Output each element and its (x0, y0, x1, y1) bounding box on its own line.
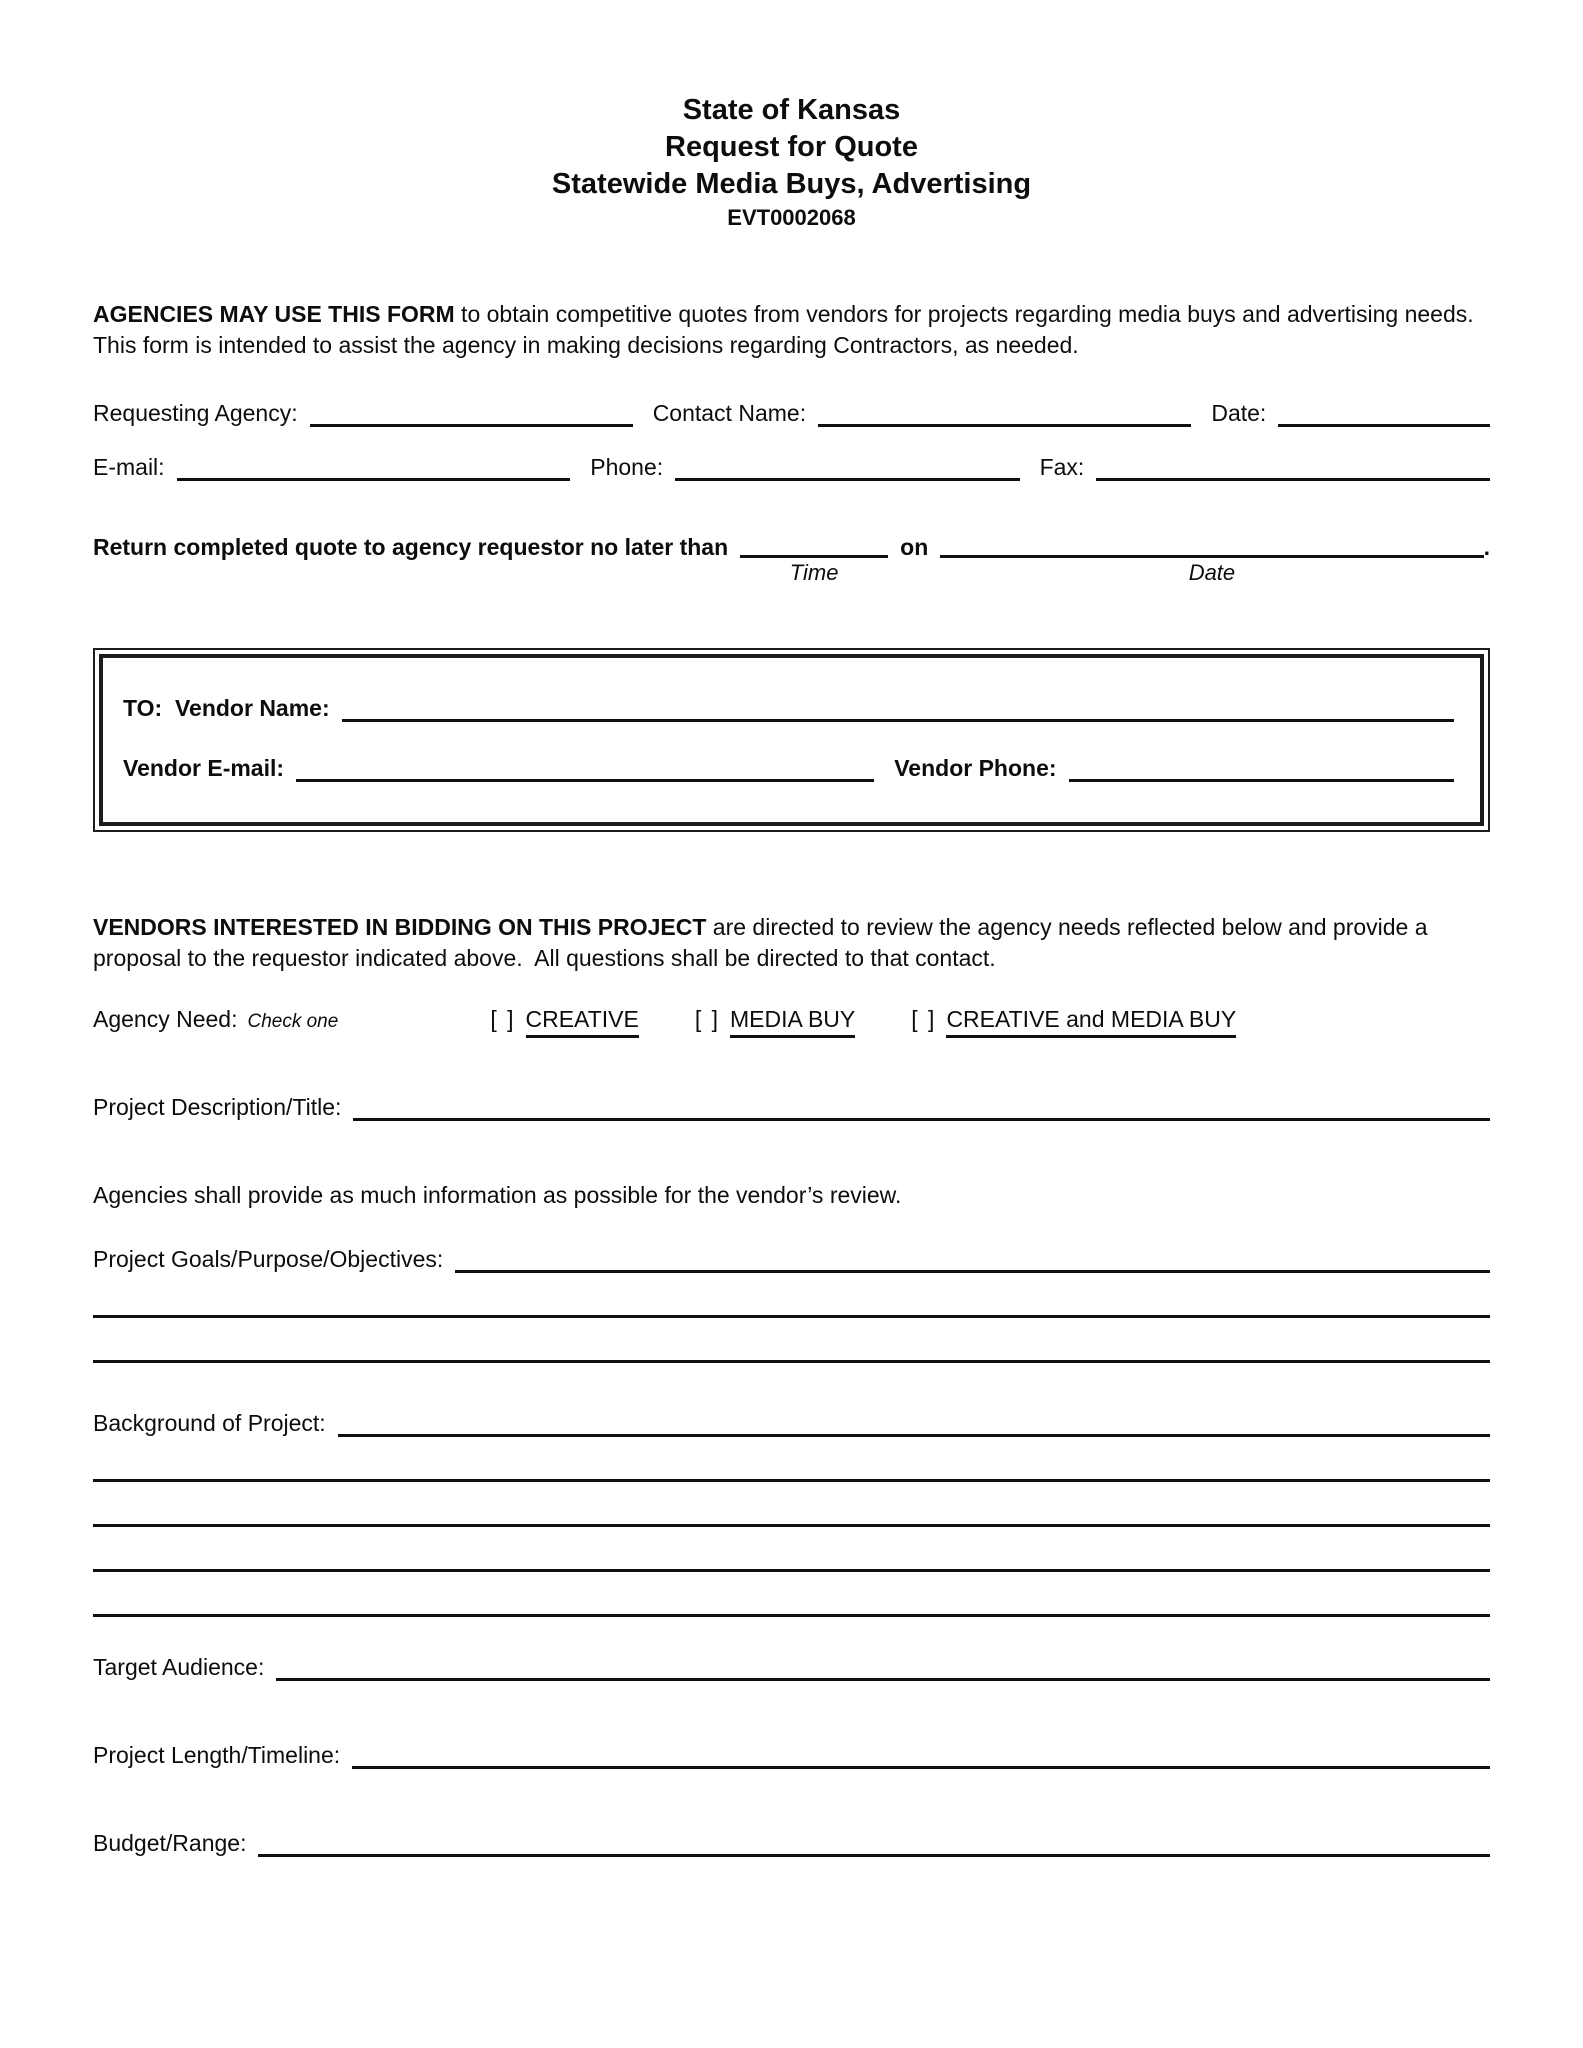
vendor-box-inner (99, 654, 1484, 826)
budget-blank[interactable] (258, 1853, 1490, 1857)
time-caption: Time (789, 560, 839, 585)
requestor-row-1 (93, 399, 1490, 427)
background-blank-line-3[interactable] (93, 1527, 1490, 1572)
media-buy-checkbox[interactable]: [ ] (694, 1006, 720, 1032)
return-connector: on (900, 534, 929, 560)
return-date-blank[interactable] (940, 533, 1483, 558)
time-field (740, 533, 888, 588)
background-label: Background of Project: (93, 1410, 326, 1436)
background-row (93, 1409, 1490, 1437)
phone-label: Phone: (590, 454, 664, 480)
date-blank[interactable] (1278, 423, 1490, 427)
return-deadline-row (93, 533, 1490, 588)
creative-label: CREATIVE (526, 1004, 639, 1038)
background-blank-line-2[interactable] (93, 1482, 1490, 1527)
vendor-contact-row (123, 754, 1454, 782)
date-caption: Date (1188, 560, 1236, 585)
project-goals-blank[interactable] (455, 1269, 1490, 1273)
form-header (93, 92, 1490, 233)
form-title-rfq: Request for Quote (665, 131, 918, 163)
email-blank[interactable] (177, 477, 571, 481)
vendor-email-blank[interactable] (296, 778, 874, 782)
budget-label: Budget/Range: (93, 1830, 247, 1856)
vendor-instructions-text: are directed to review the agency needs reflected below and provide a proposal to the requestor indicated above. All questions shall be directed to that contact. (93, 914, 1428, 971)
intro-lead: AGENCIES MAY USE THIS FORM (93, 301, 455, 327)
vendor-name-label: TO: Vendor Name: (123, 695, 330, 721)
form-title-subject: Statewide Media Buys, Advertising (551, 168, 1032, 200)
background-blank-line-1[interactable] (93, 1437, 1490, 1482)
background-blank-line-4[interactable] (93, 1572, 1490, 1617)
creative-and-media-buy-checkbox[interactable]: [ ] (911, 1006, 937, 1032)
email-label: E-mail: (93, 454, 165, 480)
project-description-row (93, 1093, 1490, 1121)
date-field (940, 533, 1483, 588)
intro-paragraph (93, 299, 1490, 361)
agency-need-row (93, 1004, 1490, 1038)
info-note: Agencies shall provide as much information as possible for the vendor’s review. (93, 1182, 902, 1208)
contact-name-blank[interactable] (818, 423, 1191, 427)
project-goals-blank-line-1[interactable] (93, 1273, 1490, 1318)
project-goals-blank-line-2[interactable] (93, 1318, 1490, 1363)
background-blank[interactable] (338, 1433, 1490, 1437)
project-goals-row (93, 1245, 1490, 1273)
fax-blank[interactable] (1096, 477, 1490, 481)
time-blank[interactable] (740, 533, 888, 558)
phone-blank[interactable] (675, 477, 1019, 481)
vendor-email-label: Vendor E-mail: (123, 755, 285, 781)
vendor-instructions-lead: VENDORS INTERESTED IN BIDDING ON THIS PROJECT (93, 914, 707, 940)
vendor-phone-blank[interactable] (1069, 778, 1454, 782)
target-audience-row (93, 1653, 1490, 1681)
fax-label: Fax: (1039, 454, 1085, 480)
requesting-agency-label: Requesting Agency: (93, 400, 298, 426)
budget-row (93, 1829, 1490, 1857)
vendor-name-blank[interactable] (342, 718, 1454, 722)
option-creative-and-media-buy (911, 1004, 1236, 1038)
project-description-blank[interactable] (353, 1117, 1490, 1121)
agency-need-hint: Check one (247, 1011, 339, 1032)
vendor-phone-label: Vendor Phone: (894, 755, 1057, 781)
project-length-blank[interactable] (352, 1765, 1490, 1769)
target-audience-label: Target Audience: (93, 1654, 265, 1680)
return-deadline-label: Return completed quote to agency requestor no later than (93, 534, 729, 560)
date-label: Date: (1211, 400, 1267, 426)
vendor-box (93, 648, 1490, 832)
project-goals-label: Project Goals/Purpose/Objectives: (93, 1246, 444, 1272)
project-length-label: Project Length/Timeline: (93, 1742, 341, 1768)
option-media-buy (695, 1004, 855, 1038)
project-length-row (93, 1741, 1490, 1769)
creative-and-media-buy-label: CREATIVE and MEDIA BUY (946, 1004, 1236, 1038)
requesting-agency-blank[interactable] (310, 423, 633, 427)
return-period: . (1483, 534, 1490, 560)
option-creative (490, 1004, 639, 1038)
media-buy-label: MEDIA BUY (730, 1004, 855, 1038)
vendor-name-row (123, 694, 1454, 722)
target-audience-blank[interactable] (276, 1677, 1490, 1681)
vendor-instructions-paragraph (93, 912, 1490, 974)
form-title-state: State of Kansas (682, 94, 901, 126)
event-number: EVT0002068 (727, 205, 856, 230)
project-description-label: Project Description/Title: (93, 1094, 342, 1120)
intro-text: to obtain competitive quotes from vendors for projects regarding media buys and advertising needs. This form is intended to assist the agency in making decisions regarding Contractors, as needed. (93, 301, 1481, 358)
contact-name-label: Contact Name: (652, 400, 807, 426)
agency-need-label: Agency Need: (93, 1006, 238, 1032)
creative-checkbox[interactable]: [ ] (490, 1006, 516, 1032)
agency-need-options (490, 1004, 1236, 1038)
requestor-row-2 (93, 453, 1490, 481)
